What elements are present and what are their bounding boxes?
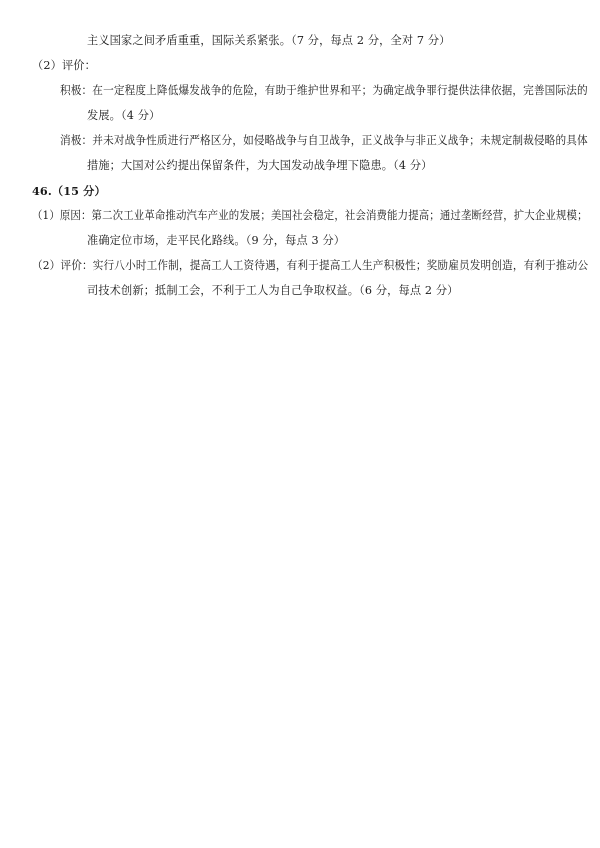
text-line-6: 措施；大国对公约提出保留条件，为大国发动战争埋下隐患。（4 分） <box>87 159 433 172</box>
text-line-5: 消极：并未对战争性质进行严格区分，如侵略战争与自卫战争，正义战争与非正义战争；未规定制裁侵略的具体 <box>60 134 588 147</box>
text-line-2: （2）评价： <box>32 59 96 72</box>
text-line-11: 司技术创新；抵制工会，不利于工人为自己争取权益。（6 分，每点 2 分） <box>87 284 459 297</box>
text-line-1: 主义国家之间矛盾重重，国际关系紧张。（7 分，每点 2 分，全对 7 分） <box>87 34 451 47</box>
question-number: 46.（15 分） <box>32 184 106 198</box>
text-line-4: 发展。（4 分） <box>87 109 161 122</box>
text-line-3: 积极：在一定程度上降低爆发战争的危险，有助于维护世界和平；为确定战争罪行提供法律依据，完善国际法的 <box>60 84 588 97</box>
text-line-9: 准确定位市场，走平民化路线。（9 分，每点 3 分） <box>87 234 346 247</box>
text-line-8: （1）原因：第二次工业革命推动汽车产业的发展；美国社会稳定，社会消费能力提高；通过垄断经营，扩大企业规模； <box>32 209 588 222</box>
text-line-10: （2）评价：实行八小时工作制，提高工人工资待遇，有利于提高工人生产积极性；奖励雇员发明创造，有利于推动公 <box>32 259 589 272</box>
